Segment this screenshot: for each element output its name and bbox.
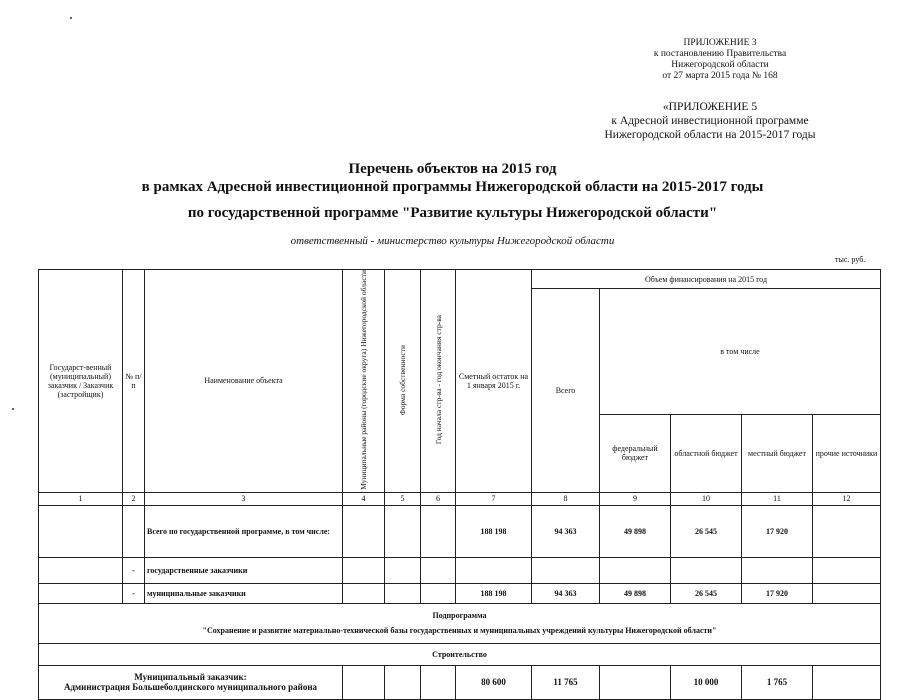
objects-table (38, 269, 881, 700)
header-customer: Государст-венный (муниципальный) заказчик / Заказчик (застройщик) (39, 270, 123, 493)
cell-total: 11 765 (532, 665, 600, 699)
section-construction: Строительство (39, 643, 881, 665)
column-number-row (39, 492, 881, 505)
header-districts-text: Муниципальные районы (городские округа) Нижегородской области (359, 270, 368, 490)
table-row-object (39, 665, 881, 699)
header-years-text: Год начала стр-ва - год окончания стр-ва (433, 315, 443, 445)
cell-regional: 10 000 (671, 665, 742, 699)
header-balance: Сметный остаток на 1 января 2015 г. (456, 270, 532, 493)
table-row-municipal (39, 583, 881, 603)
unit-label: тыс. руб. (835, 255, 866, 264)
cell-local: 17 920 (742, 505, 813, 557)
customer-name: Администрация Большеболдинского муниципального района (63, 682, 318, 693)
row-label-state: государственные заказчики (145, 557, 343, 583)
appendix-5-line: к Адресной инвестиционной программе (611, 115, 809, 127)
column-number: 11 (742, 492, 813, 505)
header-other: прочие источники (813, 414, 881, 492)
row-customer-cell (39, 665, 343, 699)
document-subtitle: в рамках Адресной инвестиционной программы Нижегородской области на 2015-2017 годы (141, 179, 764, 195)
header-including: в том числе (600, 289, 881, 415)
subprogram-cell (39, 603, 881, 643)
header-federal: федеральный бюджет (600, 414, 671, 492)
header-num: № п/п (123, 270, 145, 493)
header-local: местный бюджет (742, 414, 813, 492)
appendix-5-block (560, 100, 860, 142)
column-number: 7 (456, 492, 532, 505)
column-number: 9 (600, 492, 671, 505)
responsible-ministry: ответственный - министерство культуры Нижегородской области (290, 235, 615, 247)
appendix-3-title: ПРИЛОЖЕНИЕ 3 (683, 38, 757, 48)
cell-federal: 49 898 (600, 505, 671, 557)
column-number: 10 (671, 492, 742, 505)
cell-balance: 188 198 (456, 583, 532, 603)
column-number: 4 (343, 492, 385, 505)
column-number: 3 (145, 492, 343, 505)
appendix-3-line: Нижегородской области (671, 60, 769, 70)
header-regional: областной бюджет (671, 414, 742, 492)
subprogram-heading: Подпрограмма (432, 611, 487, 621)
cell-total: 94 363 (532, 583, 600, 603)
cell-total: 94 363 (532, 505, 600, 557)
subprogram-title: "Сохранение и развитие материально-технической базы государственных и муниципальных учреждений культуры Нижегородской области" (202, 626, 717, 636)
table-header-row (39, 270, 881, 289)
cell-local: 1 765 (742, 665, 813, 699)
cell-federal: 49 898 (600, 583, 671, 603)
cell-regional: 26 545 (671, 505, 742, 557)
header-districts (343, 270, 385, 493)
document-title: Перечень объектов на 2015 год (348, 161, 557, 177)
table-row-state (39, 557, 881, 583)
appendix-3-line: к постановлению Правительства (653, 49, 787, 59)
header-ownership-text: Форма собственности (398, 344, 407, 415)
appendix-5-line: Нижегородской области на 2015-2017 годы (604, 129, 816, 141)
customer-type: Муниципальный заказчик: (134, 672, 247, 683)
column-number: 6 (421, 492, 456, 505)
header-total: Всего (532, 289, 600, 493)
appendix-3-date: от 27 марта 2015 года № 168 (662, 71, 778, 81)
row-label-total: Всего по государственной программе, в том числе: (145, 505, 343, 557)
cell-balance: 188 198 (456, 505, 532, 557)
row-label-municipal: муниципальные заказчики (145, 583, 343, 603)
column-number: 2 (123, 492, 145, 505)
table-row-total (39, 505, 881, 557)
program-title: по государственной программе "Развитие культуры Нижегородской области" (187, 205, 718, 221)
header-object-name: Наименование объекта (145, 270, 343, 493)
header-funding: Объем финансирования на 2015 год (532, 270, 881, 289)
column-number: 8 (532, 492, 600, 505)
scan-speck (12, 408, 14, 410)
row-dash: - (123, 583, 145, 603)
cell-balance: 80 600 (456, 665, 532, 699)
column-number: 1 (39, 492, 123, 505)
table-row-subprogram (39, 603, 881, 643)
column-number: 12 (813, 492, 881, 505)
cell-regional: 26 545 (671, 583, 742, 603)
column-number: 5 (385, 492, 421, 505)
header-ownership (385, 270, 421, 493)
appendix-3-block (600, 38, 840, 82)
cell-local: 17 920 (742, 583, 813, 603)
header-years (421, 270, 456, 493)
row-dash: - (123, 557, 145, 583)
scan-speck (70, 17, 72, 19)
appendix-5-title: «ПРИЛОЖЕНИЕ 5 (662, 101, 758, 113)
table-row-construction (39, 643, 881, 665)
